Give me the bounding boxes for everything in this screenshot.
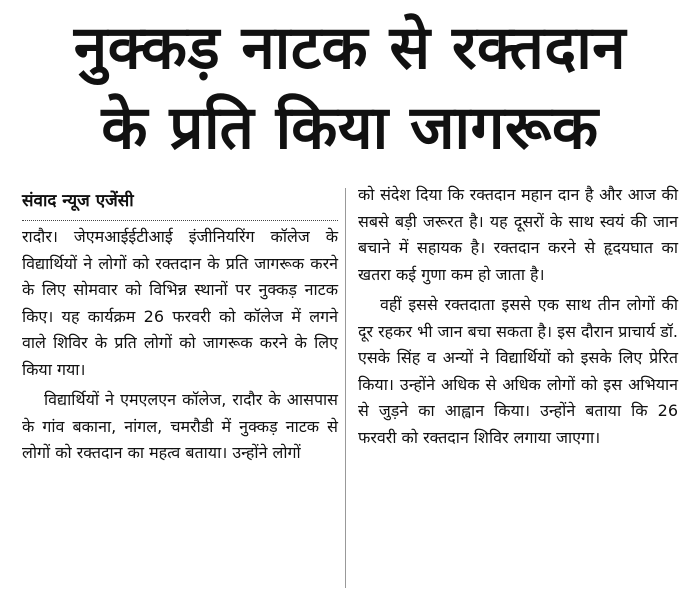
article-paragraph: विद्यार्थियों ने एमएलएन कॉलेज, रादौर के आसपास के गांव बकाना, नांगल, चमरौडी में नुक्कड़ नाटक से लोगों को रक्तदान का महत्व बताया। उन्होंने लोगों (22, 390, 338, 462)
article-paragraph: को संदेश दिया कि रक्तदान महान दान है और आज की सबसे बड़ी जरूरत है। यह दूसरों के साथ स्वयं की जान बचाने में सहायक है। रक्तदान करने से हृदयघात का खतरा कई गुणा कम हो जाता है। (358, 185, 678, 284)
headline (0, 8, 700, 168)
article-column-left (22, 224, 338, 471)
byline: संवाद न्यूज एजेंसी (22, 191, 134, 211)
headline-line-1: नुक्कड़ नाटक से रक्तदान (73, 13, 627, 83)
headline-line-2: के प्रति किया जागरूक (101, 93, 599, 163)
article-paragraph: वहीं इससे रक्तदाता इससे एक साथ तीन लोगों की दूर रहकर भी जान बचा सकता है। इस दौरान प्राचार्य डॉ. एसके सिंह व अन्यों ने विद्यार्थियों को इसके लिए प्रेरित किया। उन्होंने अधिक से अधिक लोगों को इस अभियान से जुड़ने का आह्वान किया। उन्होंने बताया कि 26 फरवरी को रक्तदान शिविर लगाया जाएगा। (358, 295, 678, 447)
column-divider (345, 188, 346, 588)
byline-divider (22, 220, 338, 221)
article-paragraph: रादौर। जेएमआईईटीआई इंजीनियरिंग कॉलेज के विद्यार्थियों ने लोगों को रक्तदान के प्रति जागरूक करने के लिए सोमवार को विभिन्न स्थानों पर नुक्कड़ नाटक किए। यह कार्यक्रम 26 फरवरी को कॉलेज में लगने वाले शिविर के प्रति लोगों को जागरूक करने के लिए किया गया। (22, 227, 338, 379)
article-column-right (358, 182, 678, 455)
